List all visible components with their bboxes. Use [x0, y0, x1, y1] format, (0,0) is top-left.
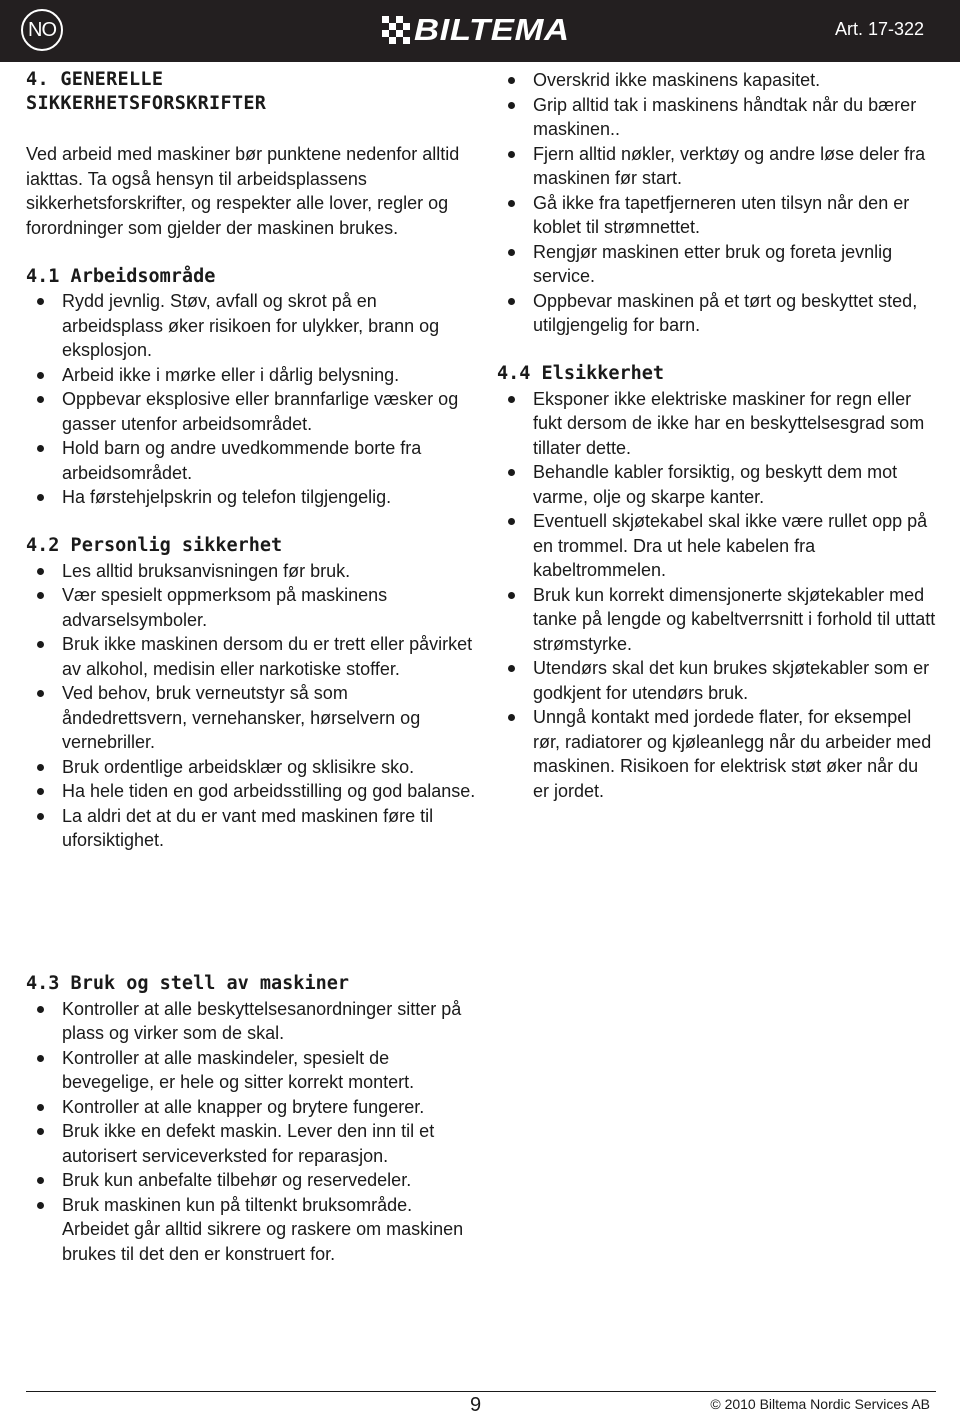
- list-item: Utendørs skal det kun brukes skjøtekabler som er godkjent for utendørs bruk.: [497, 656, 937, 705]
- section-4-4-heading: 4.4 Elsikkerhet: [497, 363, 665, 384]
- list-item: Grip alltid tak i maskinens håndtak når du bærer maskinen..: [497, 93, 937, 142]
- list-item: Unngå kontakt med jordede flater, for eksempel rør, radiatorer og kjøleanlegg når du arbeider med maskinen. Risikoen for elektrisk støt øker når du er jordet.: [497, 705, 937, 803]
- list-item: Rydd jevnlig. Støv, avfall og skrot på en arbeidsplass øker risikoen for ulykker, brann og eksplosjon.: [26, 289, 476, 363]
- main-heading-line2: SIKKERHETSFORSKRIFTER: [26, 93, 267, 114]
- list-item: Behandle kabler forsiktig, og beskytt dem mot varme, olje og skarpe kanter.: [497, 460, 937, 509]
- list-item: Overskrid ikke maskinens kapasitet.: [497, 68, 937, 93]
- main-heading-line1: 4. GENERELLE: [26, 69, 164, 90]
- intro-paragraph: Ved arbeid med maskiner bør punktene nedenfor alltid iakttas. Ta også hensyn til arbeidsplassens sikkerhetsforskrifter, og respekter alle lover, regler og forordninger som gjelder der maskinen brukes.: [26, 144, 460, 238]
- list-item: La aldri det at du er vant med maskinen føre til uforsiktighet.: [26, 804, 476, 853]
- list-item: Gå ikke fra tapetfjerneren uten tilsyn når den er koblet til strømnettet.: [497, 191, 937, 240]
- footer-divider: [26, 1391, 936, 1392]
- brand-name: BILTEMA: [414, 12, 570, 47]
- section-4-4-list: [497, 387, 937, 804]
- copyright-notice: © 2010 Biltema Nordic Services AB: [710, 1396, 930, 1412]
- list-item: Kontroller at alle maskindeler, spesielt de bevegelige, er hele og sitter korrekt montert.: [26, 1046, 476, 1095]
- section-4-2-heading: 4.2 Personlig sikkerhet: [26, 535, 283, 556]
- bottom-left-column: [26, 972, 476, 1266]
- section-4-3-heading: 4.3 Bruk og stell av maskiner: [26, 973, 350, 994]
- list-item: Bruk ikke en defekt maskin. Lever den inn til et autorisert serviceverksted for reparasjon.: [26, 1119, 476, 1168]
- article-number: Art. 17-322: [834, 19, 924, 39]
- section-4-1-heading: 4.1 Arbeidsområde: [26, 265, 216, 287]
- checkered-flag-icon: [382, 16, 410, 44]
- right-column: [497, 68, 937, 803]
- list-item: Les alltid bruksanvisningen før bruk.: [26, 559, 476, 584]
- list-item: Ved behov, bruk verneutstyr så som åndedrettsvern, vernehansker, hørselvern og vernebriller.: [26, 681, 476, 755]
- list-item: Fjern alltid nøkler, verktøy og andre løse deler fra maskinen før start.: [497, 142, 937, 191]
- list-item: Bruk kun anbefalte tilbehør og reservedeler.: [26, 1168, 476, 1193]
- header-bar: [0, 0, 960, 62]
- list-item: Oppbevar eksplosive eller brannfarlige væsker og gasser utenfor arbeidsområdet.: [26, 387, 476, 436]
- language-badge: NO: [21, 9, 63, 51]
- list-item: Arbeid ikke i mørke eller i dårlig belysning.: [26, 363, 476, 388]
- list-item: Bruk ordentlige arbeidsklær og sklisikre sko.: [26, 755, 476, 780]
- list-item: Bruk kun korrekt dimensjonerte skjøtekabler med tanke på lengde og kabeltverrsnitt i forhold til uttatt strømstyrke.: [497, 583, 937, 657]
- section-4-3-continued-list: [497, 68, 937, 338]
- list-item: Eventuell skjøtekabel skal ikke være rullet opp på en trommel. Dra ut hele kabelen fra kabeltrommelen.: [497, 509, 937, 583]
- list-item: Ha førstehjelpskrin og telefon tilgjengelig.: [26, 485, 476, 510]
- main-heading: [26, 68, 476, 116]
- list-item: Hold barn og andre uvedkommende borte fra arbeidsområdet.: [26, 436, 476, 485]
- list-item: Rengjør maskinen etter bruk og foreta jevnlig service.: [497, 240, 937, 289]
- section-4-1-list: [26, 289, 476, 510]
- brand-logo: [382, 12, 570, 47]
- left-column: [26, 68, 476, 853]
- list-item: Oppbevar maskinen på et tørt og beskyttet sted, utilgjengelig for barn.: [497, 289, 937, 338]
- list-item: Eksponer ikke elektriske maskiner for regn eller fukt dersom de ikke har en beskyttelsesgrad som tillater dette.: [497, 387, 937, 461]
- page-number: 9: [470, 1394, 482, 1416]
- list-item: Kontroller at alle knapper og brytere fungerer.: [26, 1095, 476, 1120]
- list-item: Bruk ikke maskinen dersom du er trett eller påvirket av alkohol, medisin eller narkotiske stoffer.: [26, 632, 476, 681]
- section-4-2-list: [26, 559, 476, 853]
- section-4-3-list: [26, 997, 476, 1267]
- list-item: Ha hele tiden en god arbeidsstilling og god balanse.: [26, 779, 476, 804]
- list-item: Kontroller at alle beskyttelsesanordninger sitter på plass og virker som de skal.: [26, 997, 476, 1046]
- list-item: Bruk maskinen kun på tiltenkt bruksområde. Arbeidet går alltid sikrere og raskere om maskinen brukes til det den er konstruert for.: [26, 1193, 476, 1267]
- list-item: Vær spesielt oppmerksom på maskinens advarselsymboler.: [26, 583, 476, 632]
